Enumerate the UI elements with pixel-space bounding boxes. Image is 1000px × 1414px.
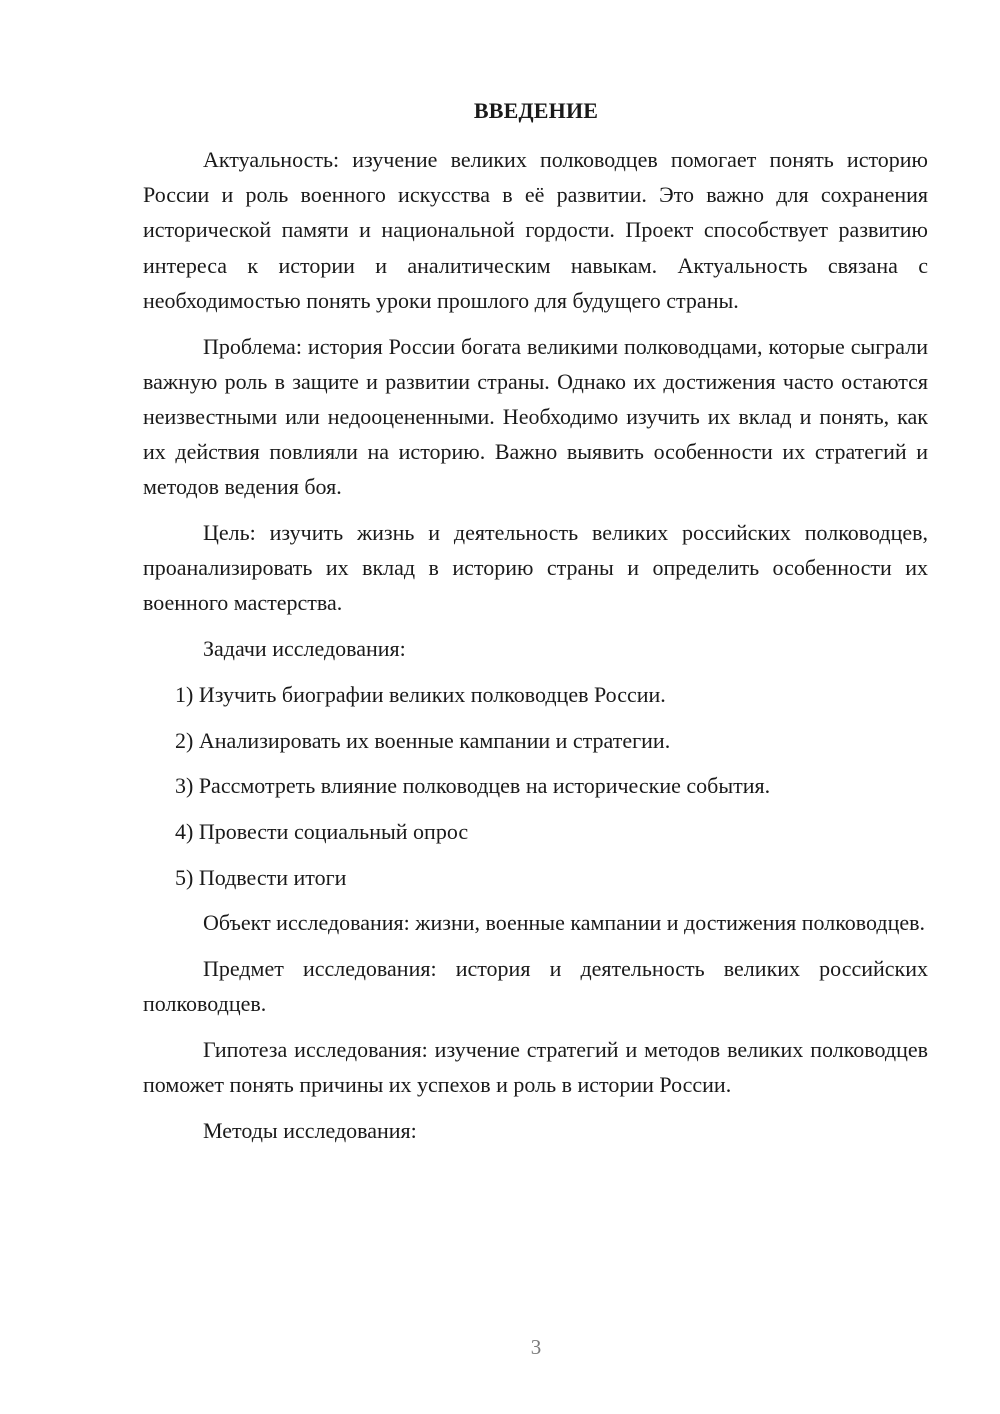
goal-paragraph: Цель: изучить жизнь и деятельность великих российских полководцев, проанализировать их вклад в историю страны и определить особенности их военного мастерства. bbox=[143, 520, 928, 616]
task-item: 4) Провести социальный опрос bbox=[175, 818, 469, 844]
object-paragraph: Объект исследования: жизни, военные кампании и достижения полководцев. bbox=[203, 910, 926, 936]
page-number: 3 bbox=[530, 1335, 542, 1359]
methods-heading: Методы исследования: bbox=[203, 1117, 417, 1143]
subject-paragraph: Предмет исследования: история и деятельность великих российских полководцев. bbox=[143, 956, 928, 1017]
hypothesis-paragraph: Гипотеза исследования: изучение стратегий и методов великих полководцев поможет понять причины их успехов и роль в истории России. bbox=[143, 1036, 928, 1098]
task-item: 2) Анализировать их военные кампании и стратегии. bbox=[175, 727, 671, 753]
task-item: 3) Рассмотреть влияние полководцев на исторические события. bbox=[175, 773, 771, 799]
task-item: 1) Изучить биографии великих полководцев России. bbox=[175, 681, 666, 707]
relevance-paragraph: Актуальность: изучение великих полководцев помогает понять историю России и роль военного искусства в её развитии. Это важно для сохранения исторической памяти и национальной гордости. Проект способствует развитию интереса к истории и аналитическим навыкам. Актуальность связана с необходимостью понять уроки прошлого для будущего страны. bbox=[143, 147, 928, 313]
body-text bbox=[143, 142, 928, 1159]
tasks-heading: Задачи исследования: bbox=[203, 636, 406, 662]
section-heading: ВВЕДЕНИЕ bbox=[473, 98, 599, 123]
task-item: 5) Подвести итоги bbox=[175, 864, 347, 890]
problem-paragraph: Проблема: история России богата великими полководцами, которые сыграли важную роль в защите и развитии страны. Однако их достижения часто остаются неизвестными или недооцененными. Необходимо изучить их вклад и понять, как их действия повлияли на историю. Важно выявить особенности их стратегий и методов ведения боя. bbox=[143, 333, 928, 500]
